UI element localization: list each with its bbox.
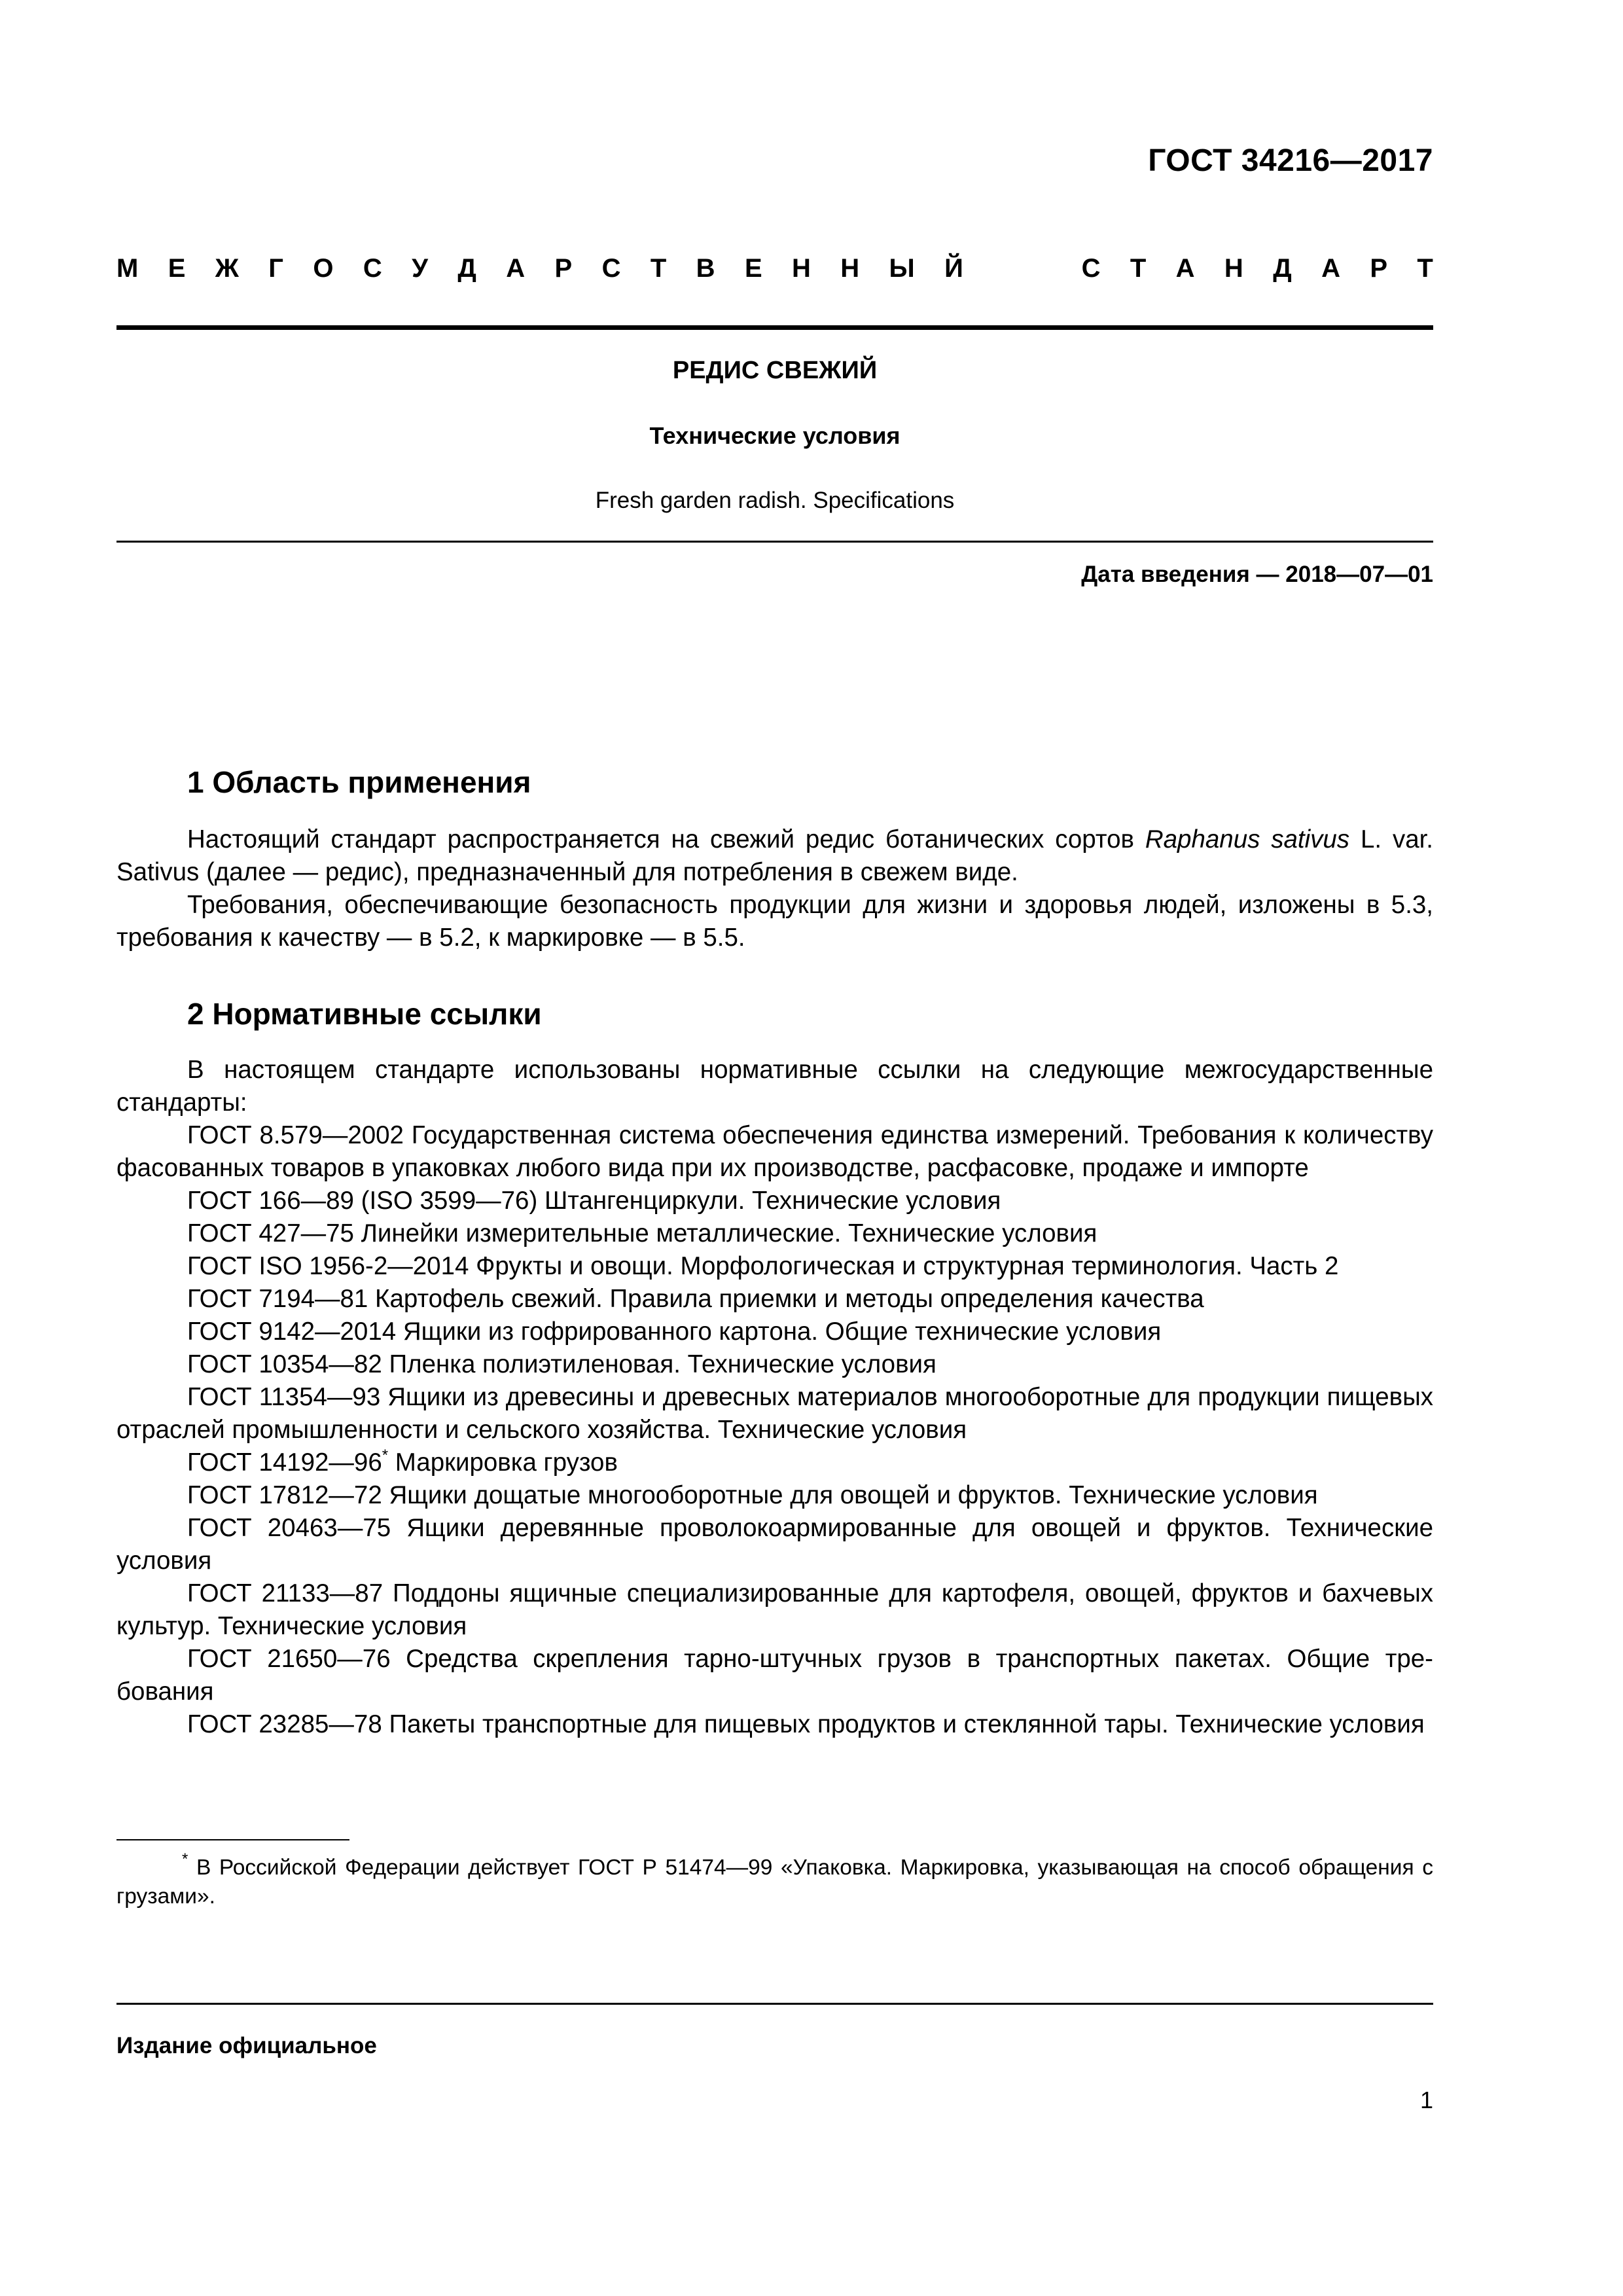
paragraph-text: L. var. Sativus (далее — редис), предназначенный для потребления в свежем виде. xyxy=(116,825,1433,886)
banner-letter: Д xyxy=(457,254,476,283)
banner-letter: Н xyxy=(792,254,811,283)
banner-letter: Г xyxy=(268,254,283,283)
reference-item: ГОСТ ISO 1956-2—2014 Фрукты и овощи. Морфологическая и структурная терминология. Часть 2 xyxy=(187,1252,1339,1280)
banner-letter: Д xyxy=(1273,254,1292,283)
title-divider xyxy=(116,541,1433,543)
banner-letter: Р xyxy=(554,254,573,283)
section-1-paragraph: Требования, обеспечивающие безопасность продукции для жизни и здоровья людей, изложены в 5.3, требования к качеству — в 5.2, к маркировке — в 5.5. xyxy=(116,891,1433,952)
banner-letter: Т xyxy=(1130,254,1147,283)
banner-letter: Н xyxy=(840,254,860,283)
section-2-body xyxy=(116,1054,1433,1741)
reference-item: ГОСТ 9142—2014 Ящики из гофрированного картона. Общие технические условия xyxy=(187,1318,1162,1346)
banner-letter: В xyxy=(696,254,715,283)
banner-letter: Т xyxy=(650,254,667,283)
section-1-heading: 1 Область применения xyxy=(187,765,531,799)
reference-item: ГОСТ 20463—75 Ящики деревянные проволокоармированные для овощей и фруктов. Технические условия xyxy=(116,1514,1433,1575)
banner-letter: А xyxy=(506,254,526,283)
page-number: 1 xyxy=(1419,2087,1433,2113)
reference-item: ГОСТ 11354—93 Ящики из древесины и древесных материалов многооборотные для продукции пищевых отраслей промышленности и сельского хозяйства. Технические условия xyxy=(116,1383,1433,1444)
document-number: ГОСТ 34216—2017 xyxy=(1148,143,1433,178)
paragraph-text: Настоящий стандарт распространяется на свежий редис ботанических сортов xyxy=(187,825,1145,853)
banner-letter: Ы xyxy=(889,254,915,283)
introduction-date: Дата введения — 2018—07—01 xyxy=(1081,562,1433,587)
banner-letter: Е xyxy=(744,254,762,283)
reference-item xyxy=(116,1446,1433,1479)
footnote-marker: * xyxy=(182,1850,188,1868)
section-2-intro: В настоящем стандарте использованы нормативные ссылки на следующие межгосударственные стандарты: xyxy=(116,1056,1433,1117)
english-title: Fresh garden radish. Specifications xyxy=(595,488,955,513)
publication-note: Издание официальное xyxy=(116,2033,377,2058)
footnote-marker[interactable]: * xyxy=(382,1446,389,1464)
banner-letter: Н xyxy=(1224,254,1243,283)
reference-item: ГОСТ 7194—81 Картофель свежий. Правила приемки и методы определения качества xyxy=(187,1285,1204,1313)
banner-letter: А xyxy=(1321,254,1340,283)
standard-type-banner xyxy=(116,254,1433,283)
section-2-heading: 2 Нормативные ссылки xyxy=(187,997,542,1031)
footnote-text: В Российской Федерации действует ГОСТ Р 51474—99 «Упаковка. Маркировка, указывающая на способ обращения с грузами». xyxy=(116,1856,1433,1909)
footnote xyxy=(116,1850,1433,1911)
banner-letter: С xyxy=(363,254,382,283)
document-title: РЕДИС СВЕЖИЙ xyxy=(672,357,878,384)
latin-species-name: Raphanus sativus xyxy=(1145,825,1350,853)
banner-letter: Р xyxy=(1370,254,1388,283)
reference-item: ГОСТ 166—89 (ISO 3599—76) Штангенциркули. Технические условия xyxy=(187,1187,1001,1215)
banner-letter: Т xyxy=(1417,254,1433,283)
section-1-body xyxy=(116,823,1433,954)
reference-item: ГОСТ 17812—72 Ящики дощатые многооборотные для овощей и фруктов. Технические условия xyxy=(187,1481,1318,1509)
footnote-divider xyxy=(116,1839,349,1840)
banner-letter: С xyxy=(601,254,621,283)
banner-letter: Ж xyxy=(215,254,239,283)
document-subtitle: Технические условия xyxy=(649,422,901,449)
banner-letter: Й xyxy=(944,254,963,283)
banner-letter: О xyxy=(313,254,334,283)
reference-item: ГОСТ 10354—82 Пленка полиэтиленовая. Технические условия xyxy=(187,1350,936,1378)
reference-title: Маркировка грузов xyxy=(388,1448,618,1477)
banner-letter: Е xyxy=(168,254,186,283)
reference-item: ГОСТ 8.579—2002 Государственная система обеспечения единства измерений. Требования к количеству фасованных товаров в упаковках любого вида при их производстве, расфасовке, продаже и импорте xyxy=(116,1121,1433,1182)
reference-list xyxy=(116,1119,1433,1446)
reference-item: ГОСТ 21133—87 Поддоны ящичные специализированные для картофеля, овощей, фруктов и бахчевых культур. Технические условия xyxy=(116,1579,1433,1640)
reference-item: ГОСТ 427—75 Линейки измерительные металлические. Технические условия xyxy=(187,1219,1097,1247)
banner-letter: А xyxy=(1175,254,1195,283)
banner-letter: У xyxy=(412,254,429,283)
section-1-paragraph xyxy=(116,823,1433,889)
footer-divider xyxy=(116,2003,1433,2005)
banner-letter: М xyxy=(116,254,139,283)
banner-letter: С xyxy=(1081,254,1101,283)
reference-item: ГОСТ 23285—78 Пакеты транспортные для пищевых продуктов и стеклянной тары. Технические условия xyxy=(187,1710,1425,1738)
reference-code: ГОСТ 14192—96 xyxy=(187,1448,382,1477)
reference-list xyxy=(116,1479,1433,1741)
reference-item: ГОСТ 21650—76 Средства скрепления тарно-штучных грузов в транспортных пакетах. Общие требования xyxy=(116,1645,1433,1706)
header-divider xyxy=(116,325,1433,330)
